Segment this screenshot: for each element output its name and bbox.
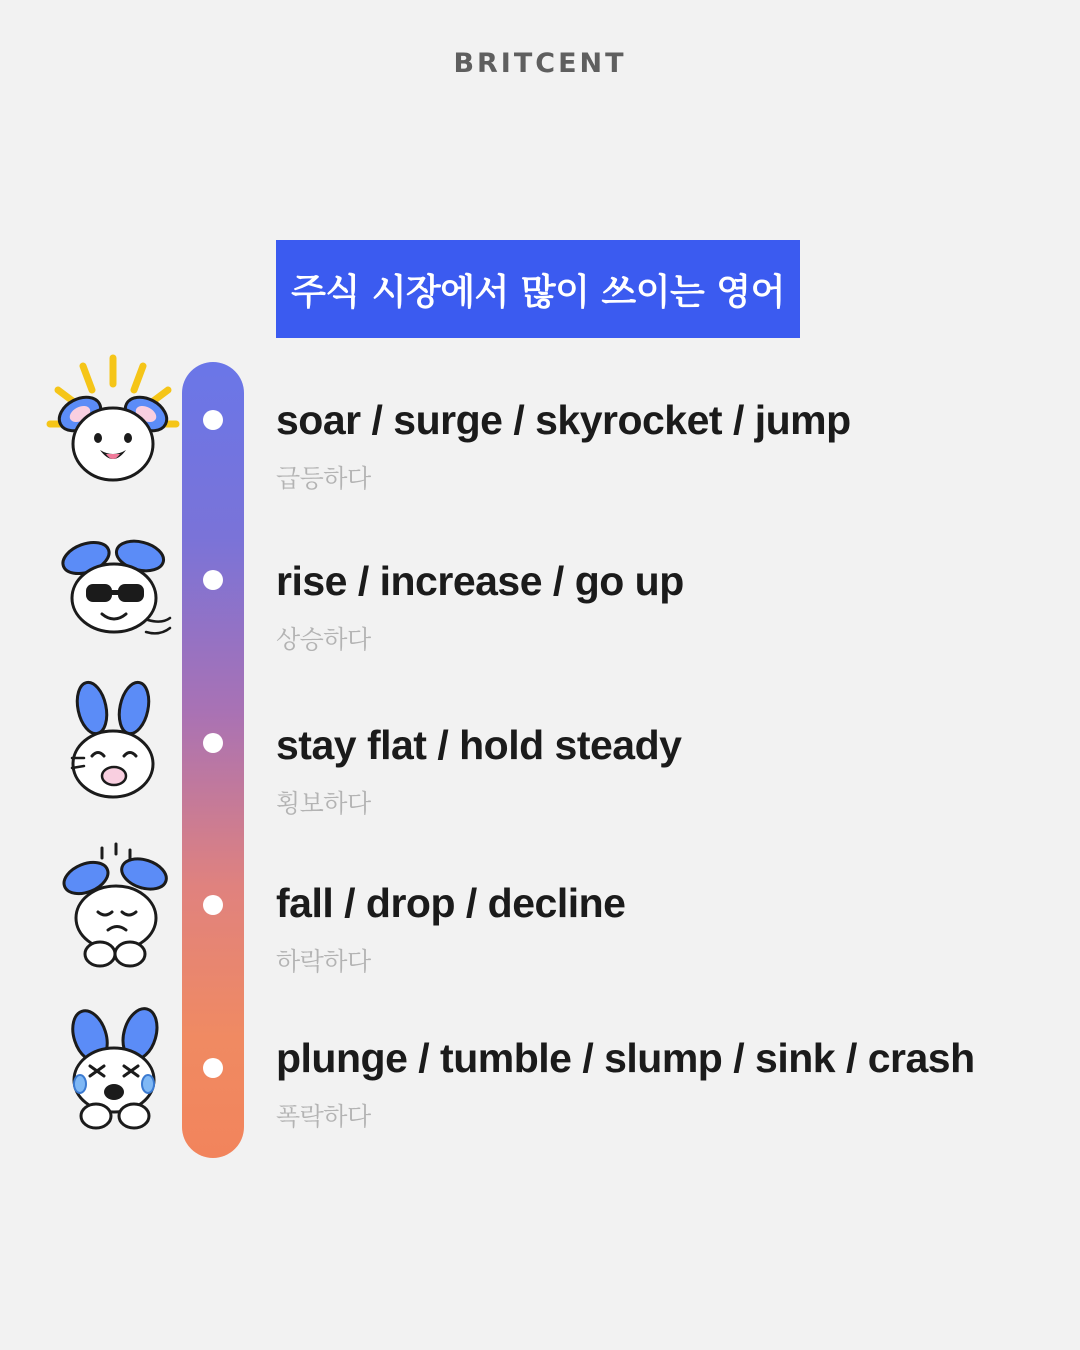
brand-logo: BRITCENT: [453, 48, 627, 79]
entry-english: soar / surge / skyrocket / jump: [276, 397, 851, 443]
entry-korean: 상승하다: [276, 625, 371, 655]
list-item: [276, 1036, 1036, 1133]
entry-english: stay flat / hold steady: [276, 722, 682, 768]
rail-dot: [203, 410, 223, 430]
rail-dot: [203, 733, 223, 753]
list-item: [276, 559, 1036, 656]
page-title: 주식 시장에서 많이 쓰이는 영어: [291, 271, 785, 313]
mascot-gloomy-rabbit-icon: [28, 832, 198, 982]
list-item: [276, 881, 1036, 978]
entry-english: fall / drop / decline: [276, 880, 626, 926]
title-banner: [276, 240, 800, 338]
rail-dot: [203, 1058, 223, 1078]
entry-english: rise / increase / go up: [276, 558, 684, 604]
rail-dot: [203, 895, 223, 915]
entry-korean: 급등하다: [276, 464, 371, 494]
mascot-crying-rabbit-icon: [28, 996, 198, 1146]
rail-dot: [203, 570, 223, 590]
list-item: [276, 723, 1036, 820]
list-item: [276, 398, 1036, 495]
entry-english: plunge / tumble / slump / sink / crash: [276, 1035, 975, 1081]
entry-korean: 횡보하다: [276, 789, 371, 819]
entry-korean: 하락하다: [276, 947, 371, 977]
mascot-neutral-rabbit-icon: [28, 672, 198, 822]
mascot-sunglasses-rabbit-icon: [28, 512, 198, 662]
mascot-cheering-rabbit-icon: [28, 350, 198, 500]
entry-korean: 폭락하다: [276, 1102, 371, 1132]
